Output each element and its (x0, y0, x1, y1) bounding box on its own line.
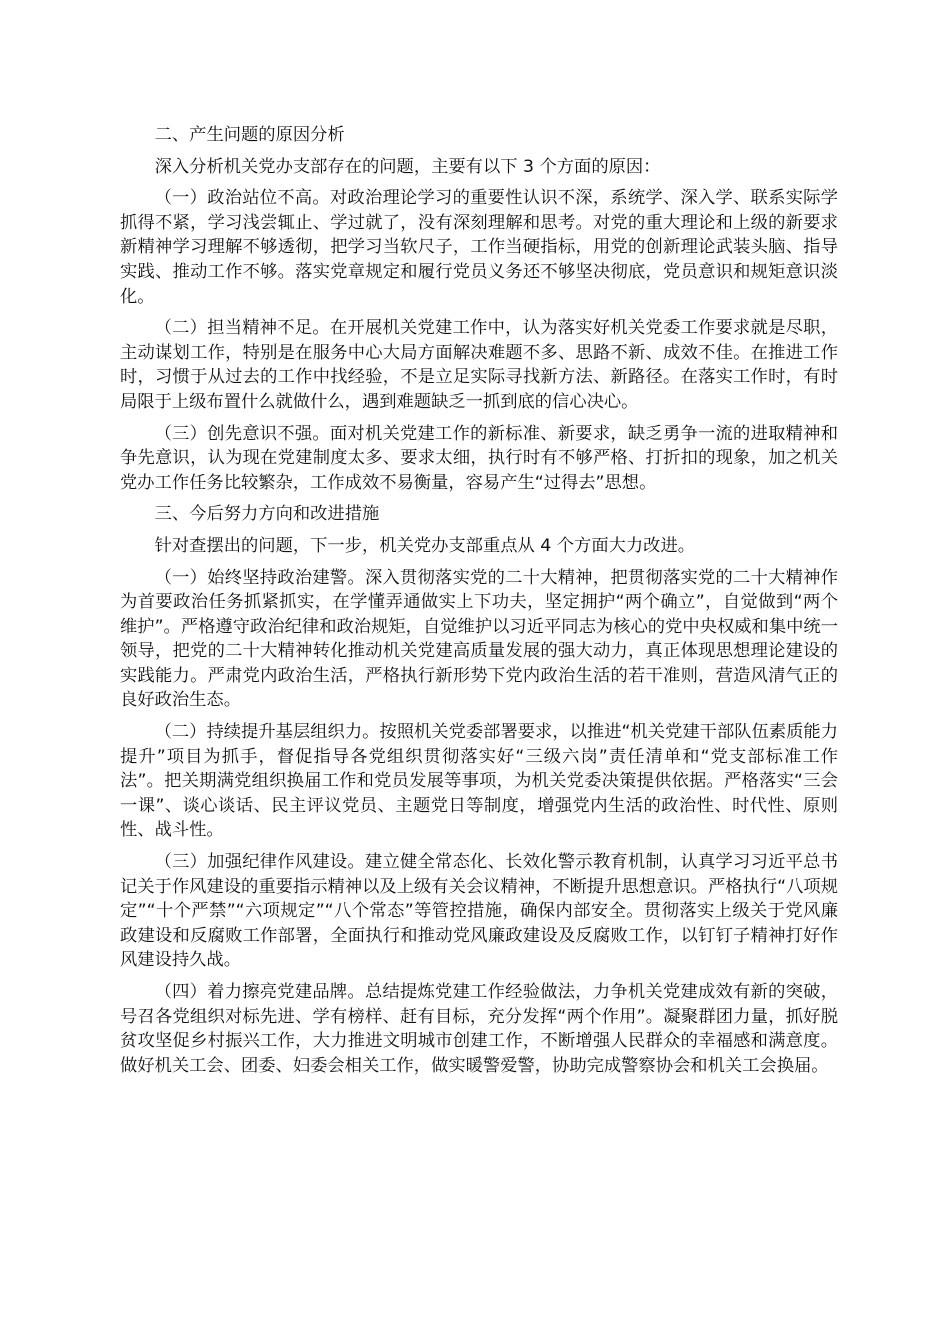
section-heading: 三、今后努力方向和改进措施 (154, 504, 380, 525)
section-intro: 针对查摆出的问题，下一步，机关党办支部重点从 4 个方面大力改进。 (154, 535, 696, 556)
section-heading: 二、产生问题的原因分析 (154, 125, 345, 145)
paragraph: （一）政治站位不高。对政治理论学习的重要性认识不深，系统学、深入学、联系实际学抓得不紧，学习浅尝辄止、学过就了，没有深刻理解和思考。对党的重大理论和上级的新要求新精神学习理解不够透彻，把学习当软尺子，工作当硬指标，用党的创新理论武装头脑、指导实践、推动工作不够。落实党章规定和履行党员义务还不够坚决彻底，党员意识和规矩意识淡化。 (120, 188, 838, 307)
paragraph: （二）担当精神不足。在开展机关党建工作中，认为落实好机关党委工作要求就是尽职，主动谋划工作，特别是在服务中心大局方面解决难题不多、思路不新、成效不佳。在推进工作时，习惯于从过去的工作中找经验，不是立足实际寻找新方法、新路径。在落实工作时，有时局限于上级布置什么就做什么，遇到难题缺乏一抓到底的信心决心。 (120, 318, 838, 412)
paragraph: （四）着力擦亮党建品牌。总结提炼党建工作经验做法，力争机关党建成效有新的突破，号召各党组织对标先进、学有榜样、赶有目标，充分发挥“两个作用”。凝聚群团力量，抓好脱贫攻坚促乡村振兴工作，大力推进文明城市创建工作，不断增强人民群众的幸福感和满意度。做好机关工会、团委、妇委会相关工作，做实暖警爱警，协助完成警察协会和机关工会换届。 (120, 982, 838, 1076)
paragraph: （三）加强纪律作风建设。建立健全常态化、长效化警示教育机制，认真学习习近平总书记关于作风建设的重要指示精神以及上级有关会议精神，不断提升思想意识。严格执行“八项规定”“十个严禁”“六项规定”“八个常态”等管控措施，确保内部安全。贯彻落实上级关于党风廉政建设和反腐败工作部署，全面执行和推动党风廉政建设及反腐败工作，以钉钉子精神打好作风建设持久战。 (120, 852, 838, 971)
document-page (120, 123, 838, 1085)
section-intro: 深入分析机关党办支部存在的问题，主要有以下 3 个方面的原因： (154, 156, 661, 177)
paragraph: （三）创先意识不强。面对机关党建工作的新标准、新要求，缺乏勇争一流的进取精神和争先意识，认为现在党建制度太多、要求太细，执行时有不够严格、打折扣的现象，加之机关党办工作任务比较繁杂，工作成效不易衡量，容易产生“过得去”思想。 (120, 423, 838, 493)
paragraph: （一）始终坚持政治建警。深入贯彻落实党的二十大精神，把贯彻落实党的二十大精神作为首要政治任务抓紧抓实，在学懂弄通做实上下功夫，坚定拥护“两个确立”，自觉做到“两个维护”。严格遵守政治纪律和政治规矩，自觉维护以习近平同志为核心的党中央权威和集中统一领导，把党的二十大精神转化推动机关党建高质量发展的强大动力，真正体现思想理论建设的实践能力。严肃党内政治生活，严格执行新形势下党内政治生活的若干准则，营造风清气正的良好政治生态。 (120, 567, 838, 711)
paragraph: （二）持续提升基层组织力。按照机关党委部署要求，以推进“机关党建干部队伍素质能力提升”项目为抓手，督促指导各党组织贯彻落实好“三级六岗”责任清单和“党支部标准工作法”。把关期满党组织换届工作和党员发展等事项，为机关党委决策提供依据。严格落实“三会一课”、谈心谈话、民主评议党员、主题党日等制度，增强党内生活的政治性、时代性、原则性、战斗性。 (120, 722, 838, 841)
